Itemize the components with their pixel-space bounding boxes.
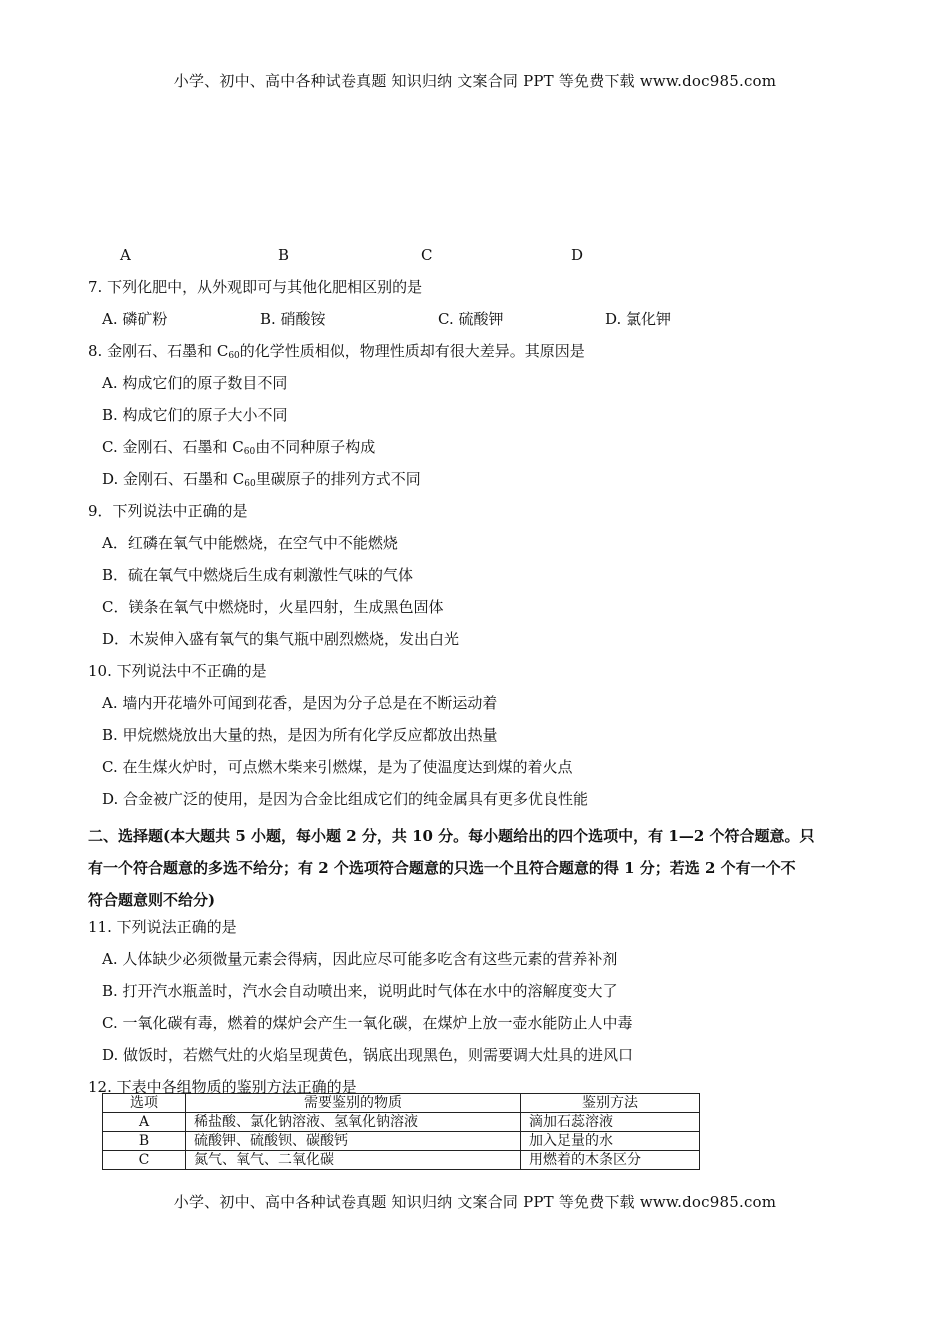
- q10-option-a: A. 墙内开花墙外可闻到花香，是因为分子总是在不断运动着: [102, 694, 498, 712]
- q11-option-d: D. 做饭时，若燃气灶的火焰呈现黄色，锅底出现黑色，则需要调大灶具的进风口: [102, 1046, 634, 1064]
- q10-option-c: C. 在生煤火炉时，可点燃木柴来引燃煤，是为了使温度达到煤的着火点: [102, 758, 573, 776]
- table-cell: 滴加石蕊溶液: [521, 1113, 700, 1132]
- table-cell: 用燃着的木条区分: [521, 1151, 700, 1170]
- table-header-option: 选项: [103, 1094, 186, 1113]
- q7-option-d: D. 氯化钾: [605, 310, 672, 328]
- section-2-heading-line-2: 有一个符合题意的多选不给分；有 2 个选项符合题意的只选一个且符合题意的得 1 分；若选 2 个有一个不: [88, 859, 796, 877]
- q11-option-a: A. 人体缺少必须微量元素会得病，因此应尽可能多吃含有这些元素的营养补剂: [102, 950, 618, 968]
- image-label-d: D: [571, 246, 584, 264]
- table-row: [103, 1132, 700, 1151]
- table-cell: 硫酸钾、硫酸钡、碳酸钙: [186, 1132, 521, 1151]
- section-2-heading-line-3: 符合题意则不给分): [88, 891, 216, 909]
- q11-option-c: C. 一氧化碳有毒，燃着的煤炉会产生一氧化碳，在煤炉上放一壶水能防止人中毒: [102, 1014, 633, 1032]
- table-header-substances: 需要鉴别的物质: [186, 1094, 521, 1113]
- table-cell: B: [103, 1132, 186, 1151]
- page-header: 小学、初中、高中各种试卷真题 知识归纳 文案合同 PPT 等免费下载 www.doc985.com: [173, 72, 777, 90]
- q7-option-c: C. 硫酸钾: [438, 310, 504, 328]
- q10-option-d: D. 合金被广泛的使用，是因为合金比组成它们的纯金属具有更多优良性能: [102, 790, 589, 808]
- q9-option-d: D．木炭伸入盛有氧气的集气瓶中剧烈燃烧，发出白光: [102, 630, 460, 648]
- table-cell: A: [103, 1113, 186, 1132]
- table-header-row: [103, 1094, 700, 1113]
- q7-option-b: B. 硝酸铵: [260, 310, 326, 328]
- table-header-method: 鉴别方法: [521, 1094, 700, 1113]
- table-cell: 氮气、氧气、二氧化碳: [186, 1151, 521, 1170]
- question-10-stem: 10. 下列说法中不正确的是: [88, 662, 267, 680]
- q8-option-d: D. 金刚石、石墨和 $C_{60}$里碳原子的排列方式不同: [102, 470, 421, 489]
- q9-option-a: A．红磷在氧气中能燃烧，在空气中不能燃烧: [102, 534, 398, 552]
- question-9-stem: 9．下列说法中正确的是: [88, 502, 248, 520]
- q9-option-c: C．镁条在氧气中燃烧时，火星四射，生成黑色固体: [102, 598, 444, 616]
- table-row: [103, 1113, 700, 1132]
- q7-option-a: A. 磷矿粉: [102, 310, 168, 328]
- q10-option-b: B. 甲烷燃烧放出大量的热，是因为所有化学反应都放出热量: [102, 726, 498, 744]
- table-cell: C: [103, 1151, 186, 1170]
- question-8-stem: 8. 金刚石、石墨和 $C_{60}$的化学性质相似，物理性质却有很大差异。其原因是: [88, 342, 585, 361]
- identification-table: [102, 1093, 700, 1170]
- section-2-heading-line-1: 二、选择题(本大题共 5 小题，每小题 2 分，共 10 分。每小题给出的四个选项中，有 1—2 个符合题意。只: [88, 827, 815, 845]
- image-labels-row: [88, 244, 878, 276]
- table-row: [103, 1151, 700, 1170]
- question-11-stem: 11. 下列说法正确的是: [88, 918, 237, 936]
- image-label-c: C: [421, 246, 433, 264]
- table-cell: 稀盐酸、氯化钠溶液、氢氧化钠溶液: [186, 1113, 521, 1132]
- exam-content: [88, 244, 878, 1108]
- page-footer: 小学、初中、高中各种试卷真题 知识归纳 文案合同 PPT 等免费下载 www.doc985.com: [173, 1193, 777, 1211]
- image-label-a: A: [120, 246, 131, 264]
- table-cell: 加入足量的水: [521, 1132, 700, 1151]
- q8-option-b: B. 构成它们的原子大小不同: [102, 406, 288, 424]
- q8-option-c: C. 金刚石、石墨和 $C_{60}$由不同种原子构成: [102, 438, 376, 457]
- q8-option-a: A. 构成它们的原子数目不同: [102, 374, 288, 392]
- question-7-options: [88, 308, 878, 340]
- question-12-stem: 12. 下表中各组物质的鉴别方法正确的是: [88, 1078, 357, 1096]
- image-label-b: B: [278, 246, 290, 264]
- q9-option-b: B．硫在氧气中燃烧后生成有刺激性气味的气体: [102, 566, 414, 584]
- q11-option-b: B. 打开汽水瓶盖时，汽水会自动喷出来，说明此时气体在水中的溶解度变大了: [102, 982, 618, 1000]
- question-7-stem: 7. 下列化肥中，从外观即可与其他化肥相区别的是: [88, 278, 423, 296]
